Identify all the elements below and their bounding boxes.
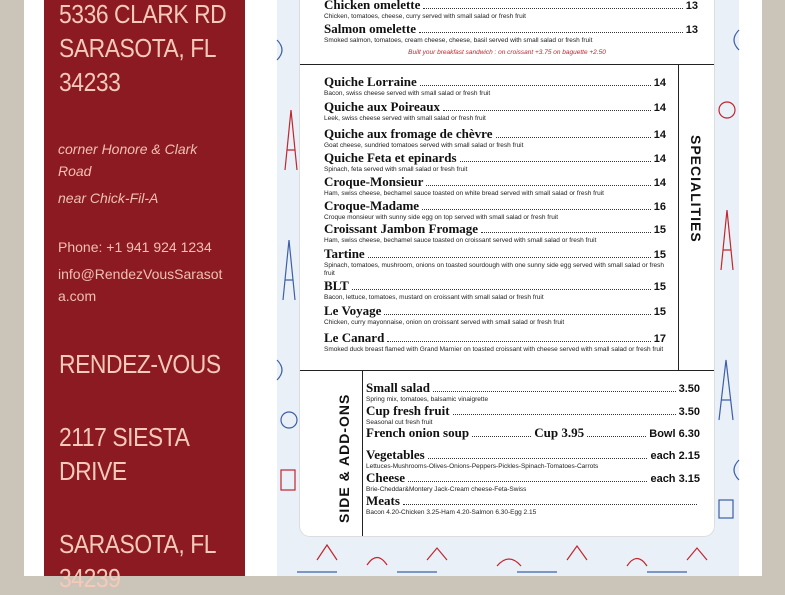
speciality-item: BLT 15 Bacon, lettuce, tomatoes, mustard on croissant with small salad or fresh fruit: [324, 278, 666, 301]
side-item: Cup fresh fruit 3.50 Seasonal cut fresh fruit: [366, 403, 700, 426]
breakfast-sandwich-promo: Built your breakfast sandwich : on croissant +3.75 on baguette +2.50: [408, 49, 606, 56]
address-line-1: 5336 CLARK RD: [59, 0, 227, 29]
speciality-item: Le Canard 17 Smoked duck breast flamed with Grand Marnier on toasted croissant with cheese served with small salad or fresh fruit: [324, 330, 666, 353]
speciality-item: Le Voyage 15 Chicken, curry mayonnaise, onion on croissant served with small salad or fresh fruit: [324, 303, 666, 326]
specialities-divider: [678, 64, 679, 370]
speciality-item: Croque-Monsieur 14 Ham, swiss cheese, bechamel sauce toasted on white bread served with small salad or fresh fruit: [324, 174, 666, 197]
sidebar: [44, 0, 245, 593]
menu-item-salmon-omelette: Salmon omelette 13 Smoked salmon, tomatoes, cream cheese, cheese, basil served with small salad or fresh fruit: [324, 21, 698, 44]
second-address-line-2: DRIVE: [59, 456, 127, 486]
address-line-3: 34233: [59, 67, 121, 97]
phone-number[interactable]: Phone: +1 941 924 1234: [58, 239, 212, 255]
second-address-line-1: 2117 SIESTA: [59, 422, 190, 452]
speciality-item: Quiche Feta et epinards 14 Spinach, feta served with small salad or fresh fruit: [324, 150, 666, 173]
email-link[interactable]: info@RendezVousSarasota.com: [58, 266, 223, 304]
menu-item-chicken-omelette: Chicken omelette 13 Chicken, tomatoes, cheese, curry served with small salad or fresh fruit: [324, 0, 698, 20]
side-item: French onion soup Cup 3.95 Bowl 6.30: [366, 425, 700, 440]
address-line-2: SARASOTA, FL: [59, 33, 217, 63]
section-divider: [300, 64, 714, 65]
speciality-item: Croque-Madame 16 Croque monsieur with sunny side egg on top served with small salad or fresh fruit: [324, 198, 666, 221]
specialities-label: SPECIALITIES: [688, 135, 704, 243]
side-item: Small salad 3.50 Spring mix, tomatoes, balsamic vinaigrette: [366, 380, 700, 403]
speciality-item: Quiche aux Poireaux 14 Leek, swiss cheese served with small salad or fresh fruit: [324, 99, 666, 122]
side-item: Cheese each 3.15 Brie-Cheddar&Montery Jack-Cream cheese-Feta-Swiss: [366, 470, 700, 493]
menu-card: [300, 0, 714, 536]
speciality-item: Tartine 15 Spinach, tomatoes, mushroom, onions on toasted sourdough with one sunny side egg served with small salad or fresh fruit: [324, 246, 666, 277]
speciality-item: Quiche Lorraine 14 Bacon, swiss cheese served with small salad or fresh fruit: [324, 74, 666, 97]
side-item: Vegetables each 2.15 Lettuces-Mushrooms-Olives-Onions-Peppers-Pickles-Spinach-Tomatoes-Carrots: [366, 447, 700, 470]
speciality-item: Quiche aux fromage de chèvre 14 Goat cheese, sundried tomatoes served with small salad or fresh fruit: [324, 126, 666, 149]
directions-near: near Chick-Fil-A: [58, 190, 159, 206]
sides-label: SIDE & ADD-ONS: [336, 393, 352, 523]
speciality-item: Croissant Jambon Fromage 15 Ham, swiss cheese, bechamel sauce toasted on croissant served with small salad or fresh fruit: [324, 221, 666, 244]
second-city-line: SARASOTA, FL: [59, 529, 217, 559]
side-item: Meats Bacon 4.20-Chicken 3.25-Ham 4.20-Salmon 6.30-Egg 2.15: [366, 493, 700, 517]
second-location-name: RENDEZ-VOUS: [59, 349, 221, 379]
second-zip-line: 34239: [59, 563, 121, 593]
menu-image[interactable]: [277, 0, 739, 576]
sides-vertical-divider: [362, 370, 363, 536]
directions-corner: corner Honore & Clark Road: [58, 141, 198, 179]
